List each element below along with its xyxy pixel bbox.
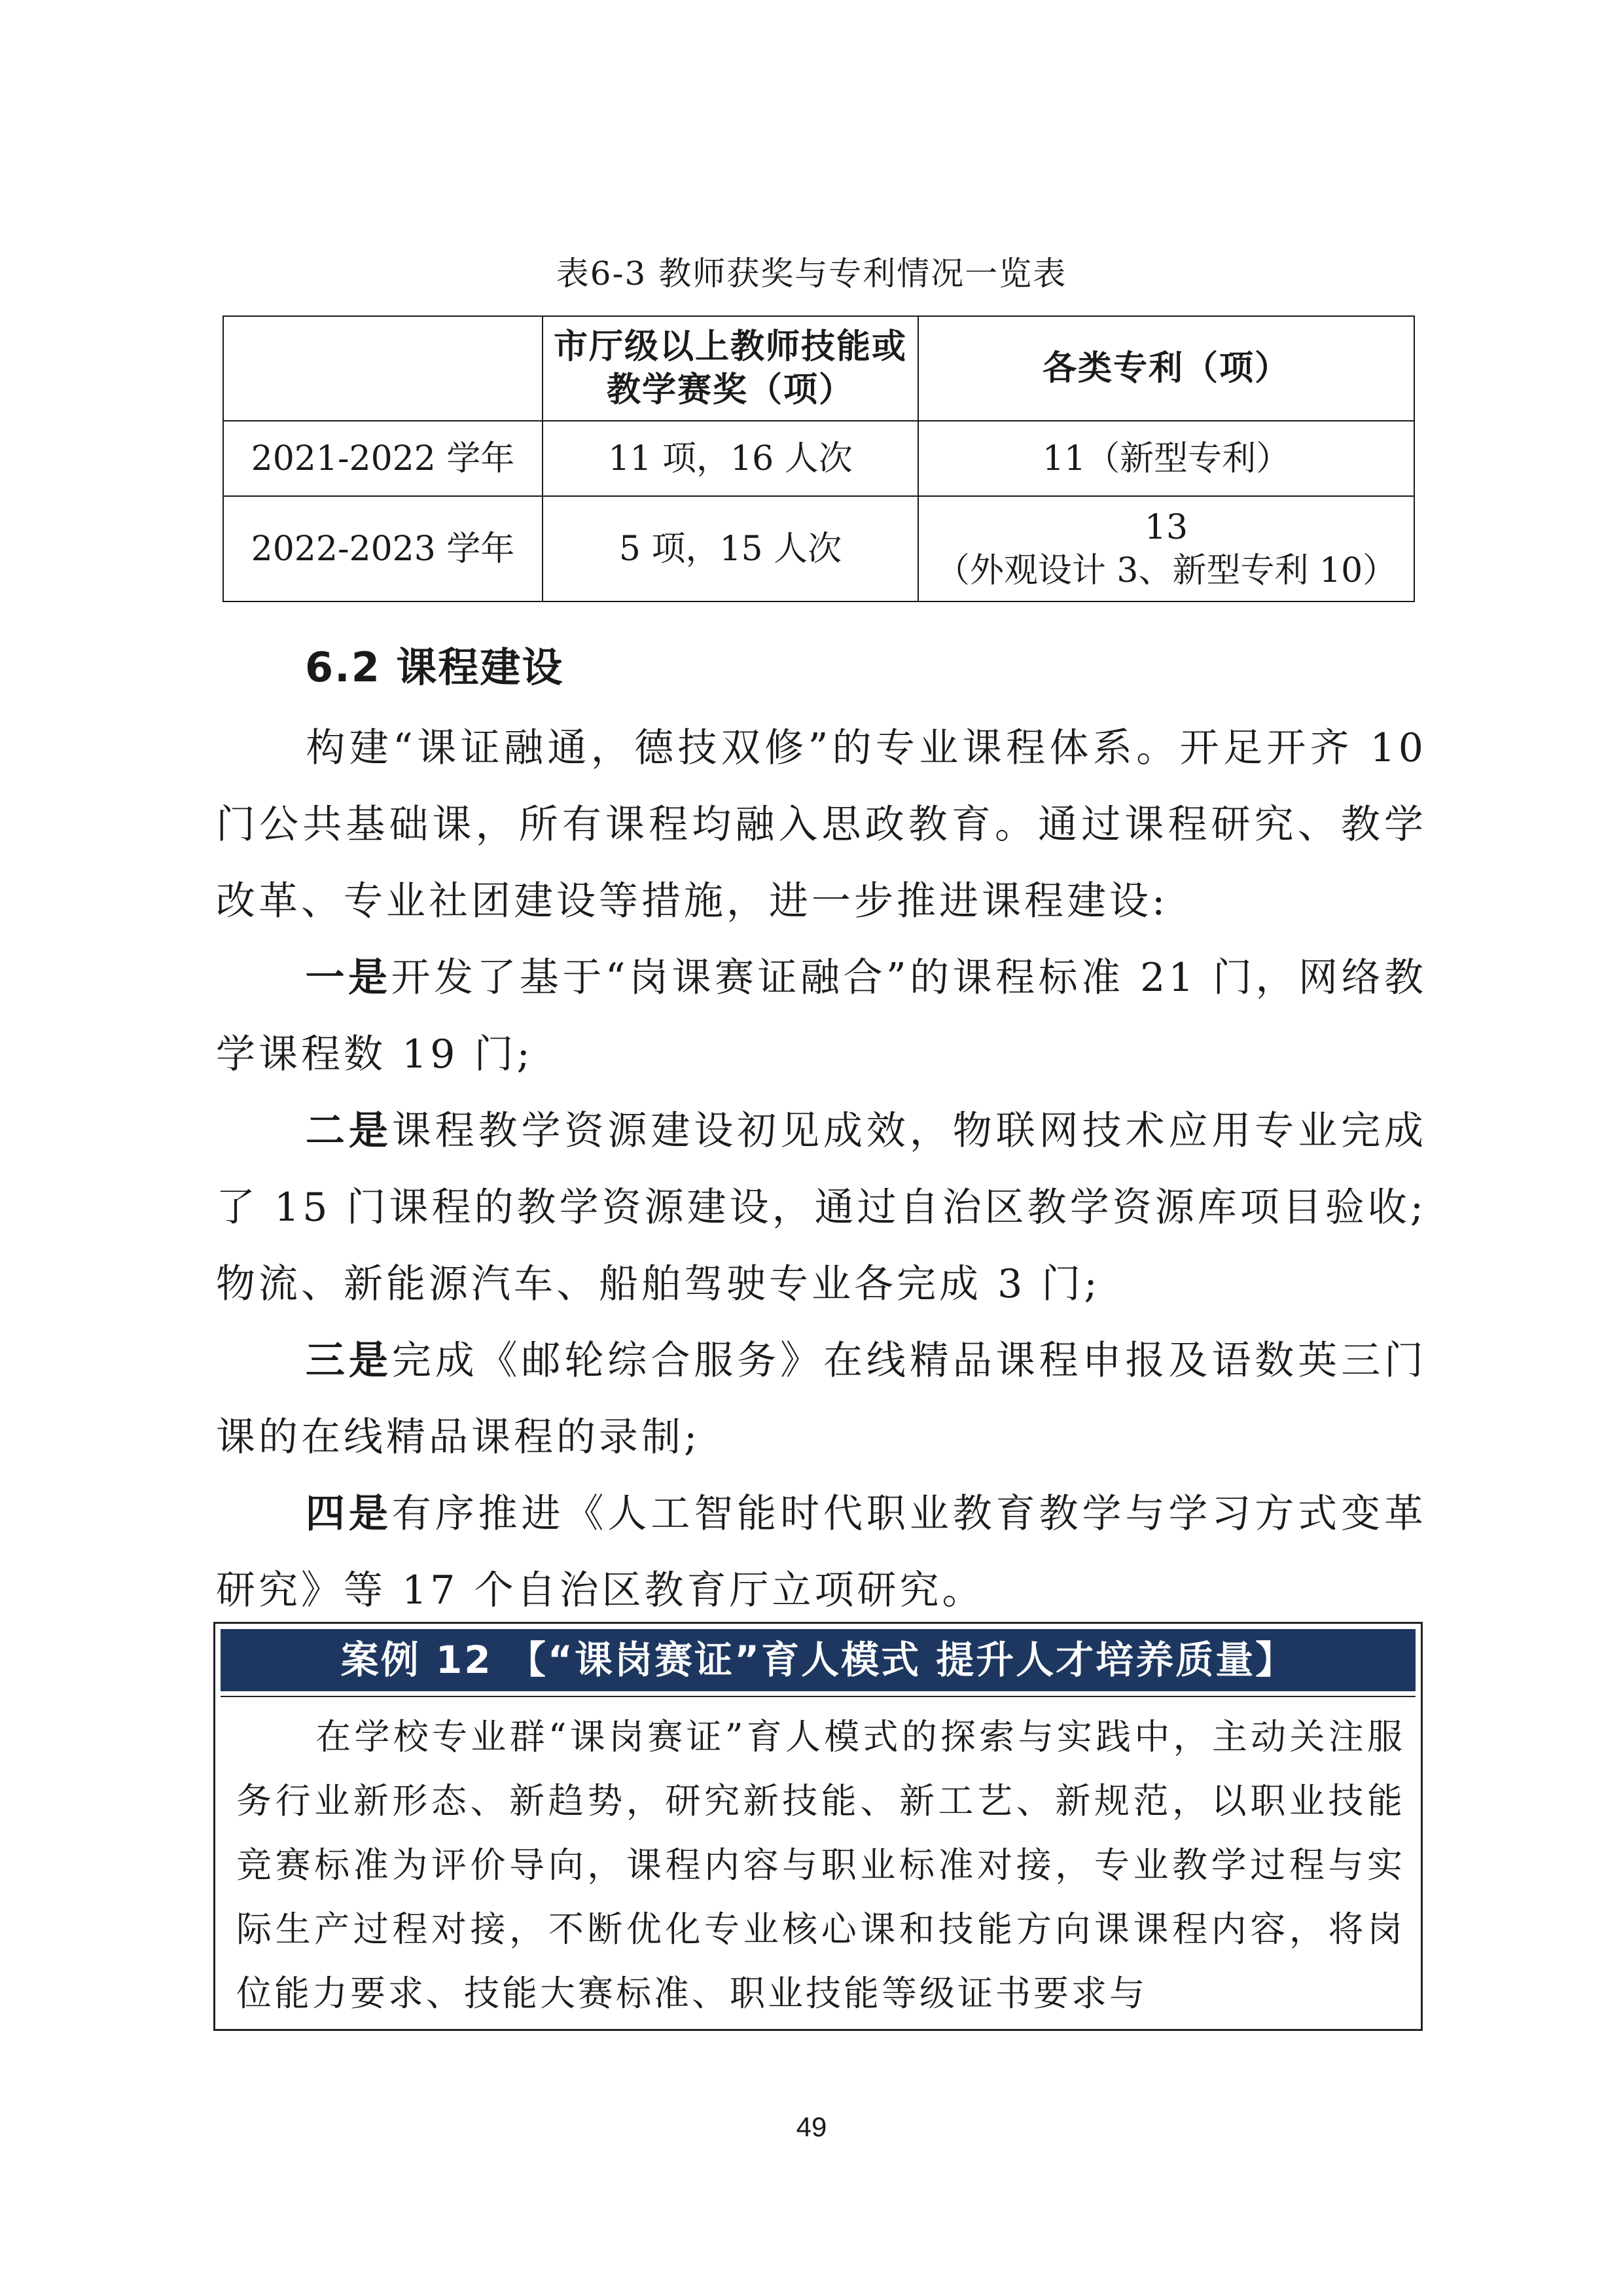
item-text: 有序推进《人工智能时代职业教育教学与学习方式变革研究》等 17 个自治区教育厅立项研究。 — [216, 1491, 1427, 1613]
cell-awards: 5 项，15 人次 — [543, 496, 918, 601]
awards-patents-table — [223, 315, 1415, 602]
item-text: 课程教学资源建设初见成效，物联网技术应用专业完成了 15 门课程的教学资源建设，通过自治区教学资源库项目验收;物流、新能源汽车、船舶驾驶专业各完成 3 门; — [216, 1108, 1427, 1307]
patents-value: 11（新型专利） — [1042, 439, 1291, 478]
case-study-title: 案例 12 【“课岗赛证”育人模式 提升人才培养质量】 — [221, 1629, 1416, 1691]
list-item — [216, 940, 1427, 1093]
header-patents: 各类专利（项） — [918, 316, 1414, 421]
item-lead: 一是 — [305, 955, 391, 1001]
cell-patents — [918, 496, 1414, 601]
list-item — [216, 1323, 1427, 1476]
intro-text: 构建“课证融通，德技双修”的专业课程体系。开足开齐 10 门公共基础课，所有课程均融入思政教育。通过课程研究、教学改革、专业社团建设等措施，进一步推进课程建设: — [216, 725, 1427, 924]
cell-awards: 11 项，16 人次 — [543, 421, 918, 496]
section-title: 6.2 课程建设 — [305, 643, 564, 691]
item-lead: 二是 — [305, 1108, 392, 1154]
case-study-box — [213, 1622, 1423, 2031]
table-row — [223, 496, 1414, 601]
list-item — [216, 1093, 1427, 1323]
cell-patents — [918, 421, 1414, 496]
table-header-row — [223, 316, 1414, 421]
case-study-text: 在学校专业群“课岗赛证”育人模式的探索与实践中，主动关注服务行业新形态、新趋势，研究新技能、新工艺、新规范，以职业技能竞赛标准为评价导向，课程内容与职业标准对接，专业教学过程与实际生产过程对接，不断优化专业核心课和技能方向课课程内容，将岗位能力要求、技能大赛标准、职业技能等级证书要求与 — [236, 1716, 1405, 2014]
header-awards: 市厅级以上教师技能或教学赛奖（项） — [543, 316, 918, 421]
case-study-body — [236, 1705, 1405, 2026]
cell-year: 2021-2022 学年 — [223, 421, 543, 496]
case-divider — [221, 1696, 1416, 1697]
item-lead: 三是 — [305, 1338, 392, 1384]
item-text: 开发了基于“岗课赛证融合”的课程标准 21 门，网络教学课程数 19 门; — [216, 955, 1427, 1077]
patents-value: 13 — [1144, 507, 1188, 547]
section-intro-paragraph — [216, 710, 1427, 940]
cell-year: 2022-2023 学年 — [223, 496, 543, 601]
table-row — [223, 421, 1414, 496]
list-item — [216, 1476, 1427, 1629]
header-blank-cell — [223, 316, 543, 421]
page-number: 49 — [796, 2111, 827, 2142]
item-text: 完成《邮轮综合服务》在线精品课程申报及语数英三门课的在线精品课程的录制; — [216, 1338, 1427, 1460]
table-caption: 表6-3 教师获奖与专利情况一览表 — [556, 255, 1067, 293]
patents-note: （外观设计 3、新型专利 10） — [935, 550, 1397, 590]
item-lead: 四是 — [305, 1491, 392, 1537]
